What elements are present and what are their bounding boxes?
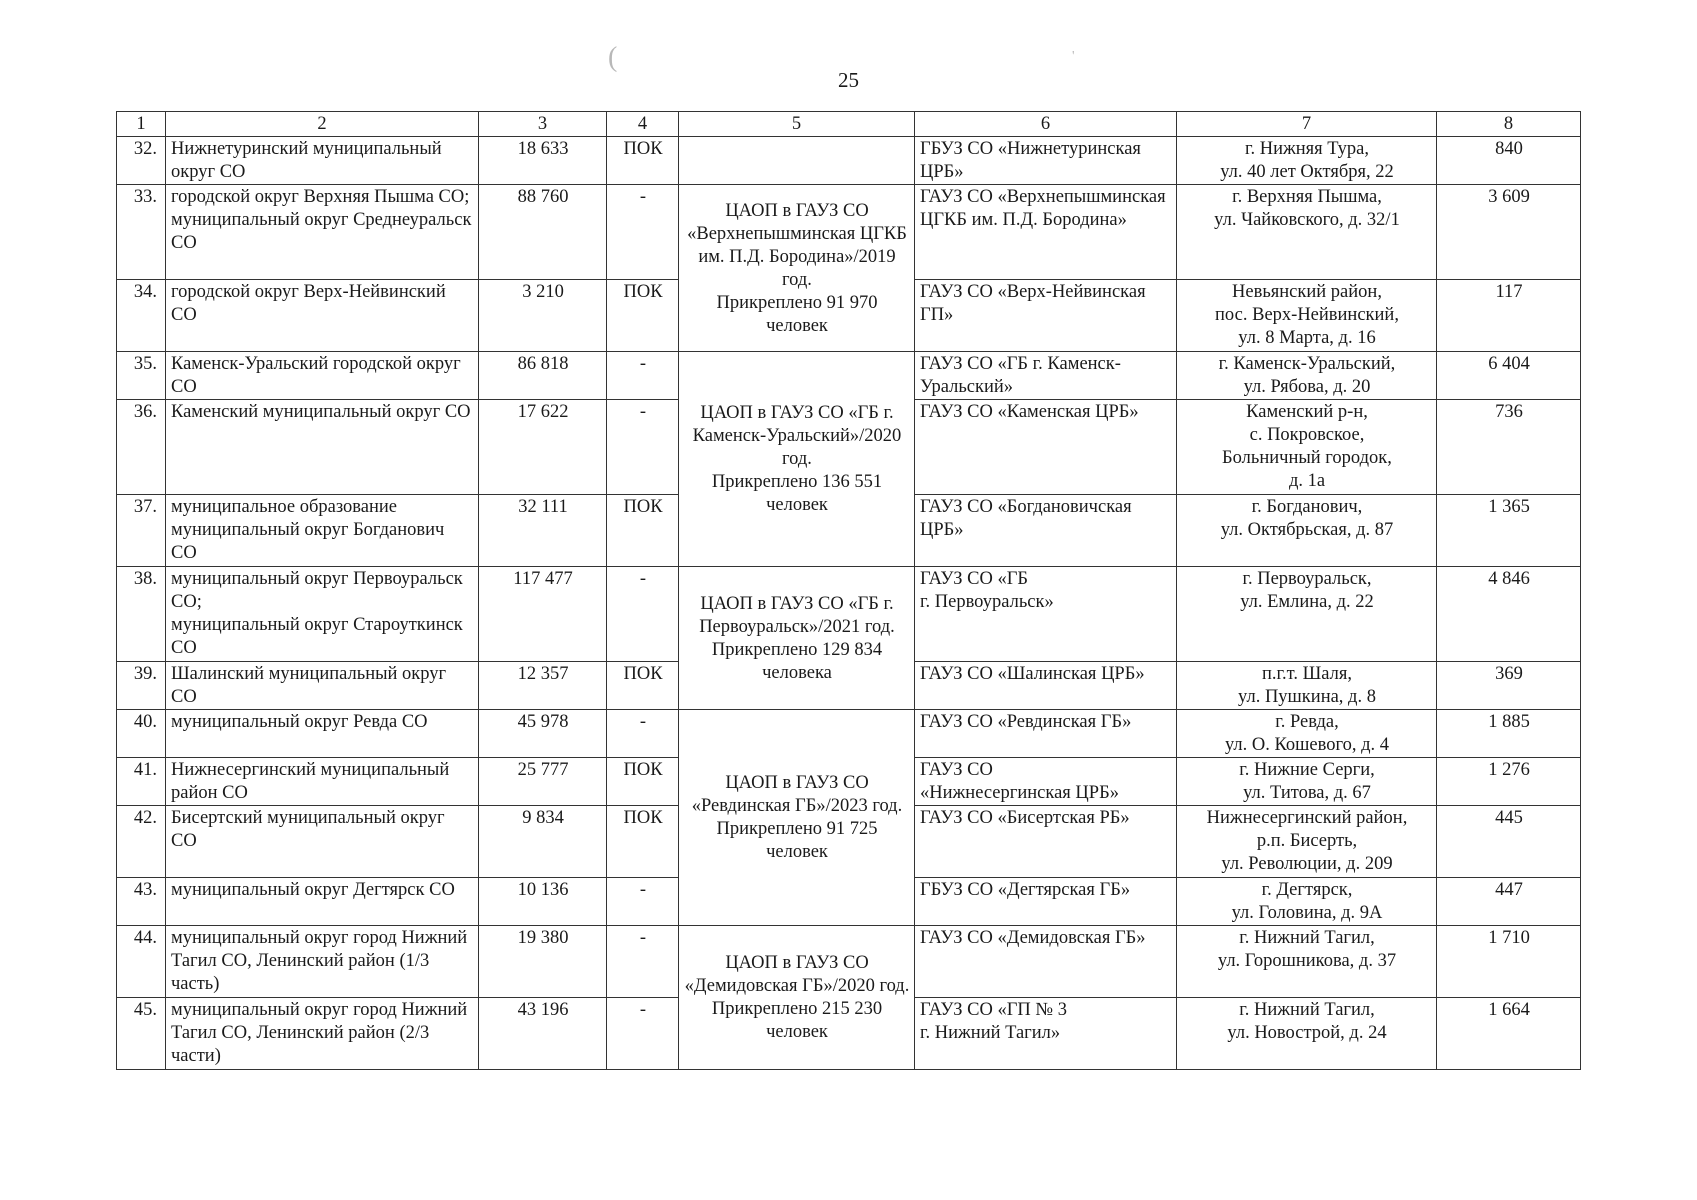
count-value: 1 664	[1437, 998, 1581, 1070]
type-value: -	[607, 185, 679, 280]
organization-name: ГАУЗ СО «Нижнесергинская ЦРБ»	[915, 758, 1177, 806]
row-number: 43.	[117, 878, 166, 926]
center-cell-empty	[679, 137, 915, 185]
organization-name: ГАУЗ СО «ГБ г. Первоуральск»	[915, 567, 1177, 662]
table-row	[117, 185, 1581, 280]
type-value: -	[607, 998, 679, 1070]
population-value: 117 477	[479, 567, 607, 662]
organization-name: ГАУЗ СО «Шалинская ЦРБ»	[915, 662, 1177, 710]
oncology-center-cell: ЦАОП в ГАУЗ СО «ГБ г. Каменск-Уральский»/2020 год. Прикреплено 136 551 человек	[679, 352, 915, 567]
municipality-name: муниципальный округ Первоуральск СО; муниципальный округ Староуткинск СО	[166, 567, 479, 662]
type-value: -	[607, 926, 679, 998]
municipality-name: Нижнесергинский муниципальный район СО	[166, 758, 479, 806]
organization-name: ГАУЗ СО «Верх-Нейвинская ГП»	[915, 280, 1177, 352]
organization-name: ГБУЗ СО «Дегтярская ГБ»	[915, 878, 1177, 926]
address-value: г. Ревда, ул. О. Кошевого, д. 4	[1177, 710, 1437, 758]
address-value: г. Верхняя Пышма, ул. Чайковского, д. 32/1	[1177, 185, 1437, 280]
count-value: 4 846	[1437, 567, 1581, 662]
organization-name: ГАУЗ СО «ГБ г. Каменск-Уральский»	[915, 352, 1177, 400]
organization-name: ГАУЗ СО «Каменская ЦРБ»	[915, 400, 1177, 495]
scan-artifact-mark: (	[608, 42, 618, 73]
address-value: г. Первоуральск, ул. Емлина, д. 22	[1177, 567, 1437, 662]
count-value: 1 276	[1437, 758, 1581, 806]
address-value: п.г.т. Шаля, ул. Пушкина, д. 8	[1177, 662, 1437, 710]
address-value: г. Нижний Тагил, ул. Горошникова, д. 37	[1177, 926, 1437, 998]
population-value: 25 777	[479, 758, 607, 806]
row-number: 35.	[117, 352, 166, 400]
row-number: 42.	[117, 806, 166, 878]
column-header: 1	[117, 112, 166, 137]
count-value: 736	[1437, 400, 1581, 495]
address-value: г. Каменск-Уральский, ул. Рябова, д. 20	[1177, 352, 1437, 400]
type-value: ПОК	[607, 280, 679, 352]
row-number: 37.	[117, 495, 166, 567]
row-number: 44.	[117, 926, 166, 998]
address-value: г. Нижняя Тура, ул. 40 лет Октября, 22	[1177, 137, 1437, 185]
municipality-name: Шалинский муниципальный округ СО	[166, 662, 479, 710]
municipality-name: Нижнетуринский муниципальный округ СО	[166, 137, 479, 185]
type-value: -	[607, 352, 679, 400]
count-value: 117	[1437, 280, 1581, 352]
address-value: Невьянский район, пос. Верх-Нейвинский, ул. 8 Марта, д. 16	[1177, 280, 1437, 352]
address-value: Каменский р-н, с. Покровское, Больничный городок, д. 1а	[1177, 400, 1437, 495]
row-number: 38.	[117, 567, 166, 662]
population-value: 19 380	[479, 926, 607, 998]
type-value: ПОК	[607, 806, 679, 878]
table-header-row	[117, 112, 1581, 137]
row-number: 45.	[117, 998, 166, 1070]
row-number: 41.	[117, 758, 166, 806]
address-value: г. Нижние Серги, ул. Титова, д. 67	[1177, 758, 1437, 806]
address-value: г. Нижний Тагил, ул. Новострой, д. 24	[1177, 998, 1437, 1070]
population-value: 45 978	[479, 710, 607, 758]
count-value: 1 885	[1437, 710, 1581, 758]
municipality-name: муниципальный округ Ревда СО	[166, 710, 479, 758]
column-header: 8	[1437, 112, 1581, 137]
column-header: 2	[166, 112, 479, 137]
column-header: 5	[679, 112, 915, 137]
count-value: 447	[1437, 878, 1581, 926]
count-value: 3 609	[1437, 185, 1581, 280]
organization-name: ГАУЗ СО «Бисертская РБ»	[915, 806, 1177, 878]
municipality-name: Каменский муниципальный округ СО	[166, 400, 479, 495]
organization-name: ГАУЗ СО «Верхнепышминская ЦГКБ им. П.Д. Бородина»	[915, 185, 1177, 280]
column-header: 3	[479, 112, 607, 137]
type-value: ПОК	[607, 137, 679, 185]
count-value: 840	[1437, 137, 1581, 185]
population-value: 43 196	[479, 998, 607, 1070]
organization-name: ГАУЗ СО «ГП № 3 г. Нижний Тагил»	[915, 998, 1177, 1070]
municipality-name: Каменск-Уральский городской округ СО	[166, 352, 479, 400]
row-number: 33.	[117, 185, 166, 280]
row-number: 40.	[117, 710, 166, 758]
row-number: 36.	[117, 400, 166, 495]
municipality-name: муниципальный округ Дегтярск СО	[166, 878, 479, 926]
column-header: 6	[915, 112, 1177, 137]
type-value: -	[607, 710, 679, 758]
scan-artifact-mark: '	[1072, 49, 1075, 64]
count-value: 445	[1437, 806, 1581, 878]
population-value: 17 622	[479, 400, 607, 495]
address-value: Нижнесергинский район, р.п. Бисерть, ул. Революции, д. 209	[1177, 806, 1437, 878]
table-row	[117, 926, 1581, 998]
municipality-name: муниципальный округ город Нижний Тагил СО, Ленинский район (2/3 части)	[166, 998, 479, 1070]
oncology-center-cell: ЦАОП в ГАУЗ СО «Ревдинская ГБ»/2023 год. Прикреплено 91 725 человек	[679, 710, 915, 926]
count-value: 1 365	[1437, 495, 1581, 567]
type-value: -	[607, 400, 679, 495]
type-value: ПОК	[607, 662, 679, 710]
row-number: 39.	[117, 662, 166, 710]
municipality-name: муниципальный округ город Нижний Тагил СО, Ленинский район (1/3 часть)	[166, 926, 479, 998]
population-value: 10 136	[479, 878, 607, 926]
page-number: 25	[838, 68, 859, 92]
oncology-center-cell: ЦАОП в ГАУЗ СО «ГБ г. Первоуральск»/2021 год. Прикреплено 129 834 человека	[679, 567, 915, 710]
population-value: 88 760	[479, 185, 607, 280]
municipality-name: Бисертский муниципальный округ СО	[166, 806, 479, 878]
hospital-attachment-table	[116, 111, 1581, 1070]
count-value: 1 710	[1437, 926, 1581, 998]
count-value: 6 404	[1437, 352, 1581, 400]
table-row	[117, 137, 1581, 185]
oncology-center-cell: ЦАОП в ГАУЗ СО «Демидовская ГБ»/2020 год. Прикреплено 215 230 человек	[679, 926, 915, 1070]
address-value: г. Дегтярск, ул. Головина, д. 9А	[1177, 878, 1437, 926]
population-value: 9 834	[479, 806, 607, 878]
organization-name: ГАУЗ СО «Богдановичская ЦРБ»	[915, 495, 1177, 567]
municipality-name: муниципальное образование муниципальный округ Богданович СО	[166, 495, 479, 567]
oncology-center-cell: ЦАОП в ГАУЗ СО «Верхнепышминская ЦГКБ им. П.Д. Бородина»/2019 год. Прикреплено 91 970 человек	[679, 185, 915, 352]
population-value: 32 111	[479, 495, 607, 567]
count-value: 369	[1437, 662, 1581, 710]
table-row	[117, 567, 1581, 662]
table-row	[117, 352, 1581, 400]
organization-name: ГБУЗ СО «Нижнетуринская ЦРБ»	[915, 137, 1177, 185]
organization-name: ГАУЗ СО «Ревдинская ГБ»	[915, 710, 1177, 758]
population-value: 86 818	[479, 352, 607, 400]
type-value: ПОК	[607, 495, 679, 567]
type-value: -	[607, 878, 679, 926]
population-value: 12 357	[479, 662, 607, 710]
municipality-name: городской округ Верхняя Пышма СО; муниципальный округ Среднеуральск СО	[166, 185, 479, 280]
organization-name: ГАУЗ СО «Демидовская ГБ»	[915, 926, 1177, 998]
type-value: -	[607, 567, 679, 662]
row-number: 34.	[117, 280, 166, 352]
address-value: г. Богданович, ул. Октябрьская, д. 87	[1177, 495, 1437, 567]
row-number: 32.	[117, 137, 166, 185]
column-header: 4	[607, 112, 679, 137]
population-value: 18 633	[479, 137, 607, 185]
type-value: ПОК	[607, 758, 679, 806]
population-value: 3 210	[479, 280, 607, 352]
municipality-name: городской округ Верх-Нейвинский СО	[166, 280, 479, 352]
table-row	[117, 710, 1581, 758]
column-header: 7	[1177, 112, 1437, 137]
